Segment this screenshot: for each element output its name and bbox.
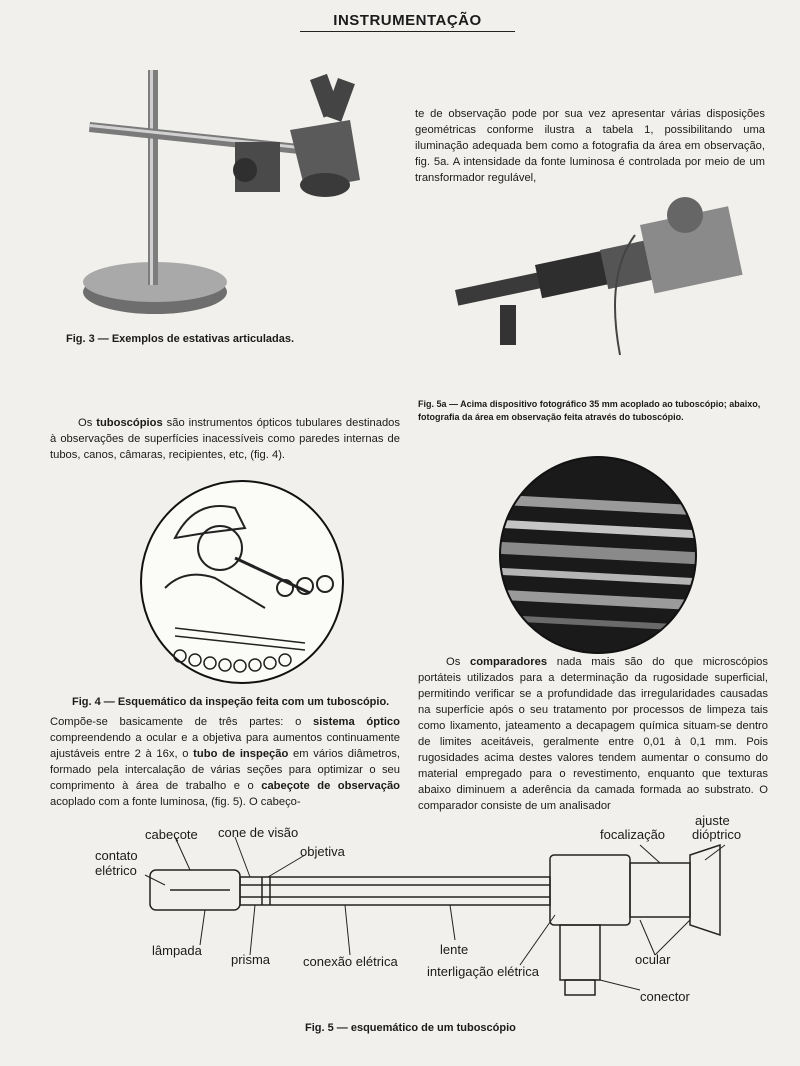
text-fragment: Os [446, 656, 470, 668]
fig4-caption: Fig. 4 — Esquemático da inspeção feita com um tuboscópio. [72, 696, 390, 708]
paragraph-tuboscopios [50, 415, 400, 463]
paragraph-compoe [50, 714, 400, 810]
fig5-caption: Fig. 5 — esquemático de um tuboscópio [305, 1022, 516, 1034]
fig3-image [60, 60, 390, 325]
fig3-caption: Fig. 3 — Exemplos de estativas articuladas. [66, 333, 295, 345]
term-sistema-optico: sistema óptico [313, 716, 400, 728]
label-cabecote: cabeçote [145, 827, 198, 842]
term-comparadores: comparadores [469, 656, 548, 668]
label-focalizacao: focalização [600, 827, 666, 842]
text-fragment: Compõe-se basicamente de três partes: o [50, 716, 314, 728]
label-ocular: ocular [635, 952, 671, 967]
fig5-schematic [0, 815, 800, 1020]
label-eletrico: elétrico [95, 863, 137, 878]
label-ajuste: ajuste [695, 813, 730, 828]
page-header: INSTRUMENTAÇÃO [300, 12, 515, 32]
fig5a-caption: Fig. 5a — Acima dispositivo fotográfico 35 mm acoplado ao tuboscópio; abaixo, fotografia da área em observação feita através do tuboscópio. [418, 399, 761, 422]
fig5a-camera-image [445, 195, 745, 365]
label-lampada: lâmpada [152, 943, 202, 958]
label-prisma: prisma [231, 952, 271, 967]
label-conector: conector [640, 989, 690, 1004]
text-fragment: nada mais são do que microscópios portáteis utilizados para a determinação da rugosidade superficial, permitindo verificar se a profundidade das irregularidades causadas na superfície após o seu tratamento por processos de limpeza tais como lixamento, jateamento a decapagem química situam-se dentro de limites aceitáveis, geralmente entre 0,01 à 0,1 mm. Pois rugosidades acima destes valores tendem aumentar o consumo do material empregado para o revestimento, enquanto que texturas abaixo diminuem a aderência da camada formada ao substrato. O comparador consiste de um analisador [418, 656, 768, 812]
paragraph-cabecote-cont: te de observação pode por sua vez apresentar várias disposições geométricas conforme ilustra a tabela 1, possibilitando uma iluminação adequada bem como a fotografia da área em observação, fig. 5a. A intensidade da fonte luminosa é controlada por meio de um transformador regulável, [415, 108, 765, 184]
fig4-image [135, 478, 350, 688]
text-fragment: são instrumentos ópticos tubulares destinados à observações de superfícies inacessíveis como paredes internas de tubos, canos, câmaras, recipientes, etc, (fig. 4). [50, 417, 400, 461]
label-conexao-eletrica: conexão elétrica [303, 954, 398, 969]
label-lente: lente [440, 942, 469, 957]
label-objetiva: objetiva [300, 844, 345, 859]
term-cabecote-observacao: cabeçote de observação [261, 780, 400, 792]
label-interligacao: interligação elétrica [427, 964, 540, 979]
text-fragment: Os [78, 417, 97, 429]
text-fragment: em vários diâmetros, formado pela intercalação de várias seções para optimizar o seu comprimento à área de trabalho e o [50, 748, 400, 792]
fig5a-surface-photo [498, 455, 698, 655]
label-dioptrico: dióptrico [692, 827, 742, 842]
text-fragment: compreendendo a ocular e a objetiva para aumentos continuamente ajustáveis entre 2 à 16x, o [50, 732, 400, 760]
label-contato: contato [95, 848, 138, 863]
term-tuboscopios: tuboscópios [96, 417, 163, 429]
text-fragment: acoplado com a fonte luminosa, (fig. 5). O cabeço- [50, 796, 301, 808]
label-cone-visao: cone de visão [218, 825, 299, 840]
paragraph-comparadores [418, 654, 768, 814]
term-tubo-inspecao: tubo de inspeção [193, 748, 289, 760]
